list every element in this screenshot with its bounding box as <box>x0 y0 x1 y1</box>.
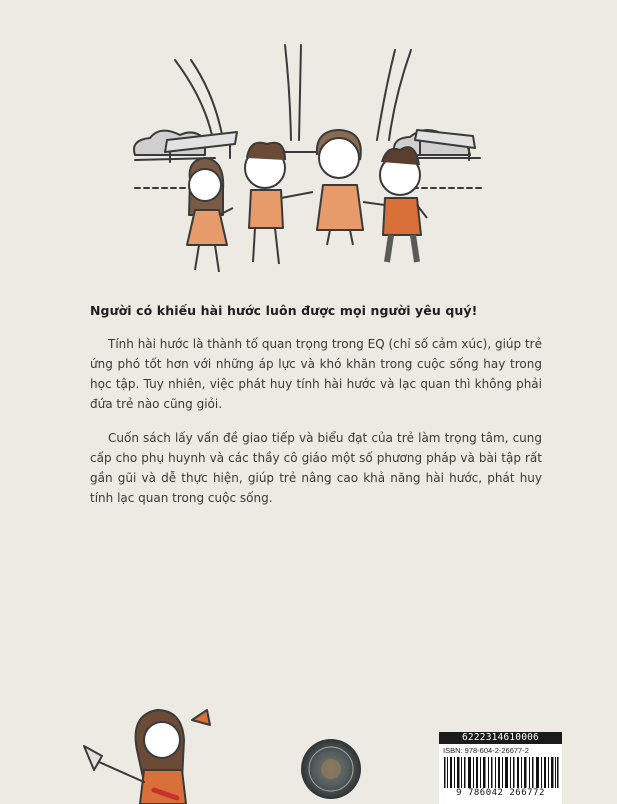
hologram-stamp <box>300 738 362 800</box>
description-block <box>90 303 542 522</box>
isbn-barcode-label <box>439 732 562 804</box>
mascot-illustration <box>82 690 222 804</box>
paragraph-1: Tính hài hước là thành tố quan trọng trong EQ (chỉ số cảm xúc), giúp trẻ ứng phó tốt hơn với những áp lực và khó khăn trong cuộc sống hay trong học tập. Tuy nhiên, việc phát huy tính hài hước và lạc quan thì không phải đứa trẻ nào cũng giỏi. <box>90 337 542 411</box>
tagline-heading: Người có khiếu hài hước luôn được mọi người yêu quý! <box>90 303 478 318</box>
product-code: 6222314610006 <box>439 732 562 744</box>
barcode-icon <box>442 757 560 789</box>
barcode-number: 9 786042 266772 <box>439 788 562 798</box>
isbn-text: ISBN: 978-604-2-26677-2 <box>443 746 529 755</box>
park-illustration <box>95 40 515 290</box>
paragraph-2: Cuốn sách lấy vấn đề giao tiếp và biểu đạt của trẻ làm trọng tâm, cung cấp cho phụ huynh và các thầy cô giáo một số phương pháp và bài tập rất gần gũi và dễ thực hiện, giúp trẻ nâng cao khả năng hài hước, phát huy tính lạc quan trong cuộc sống. <box>90 431 542 505</box>
